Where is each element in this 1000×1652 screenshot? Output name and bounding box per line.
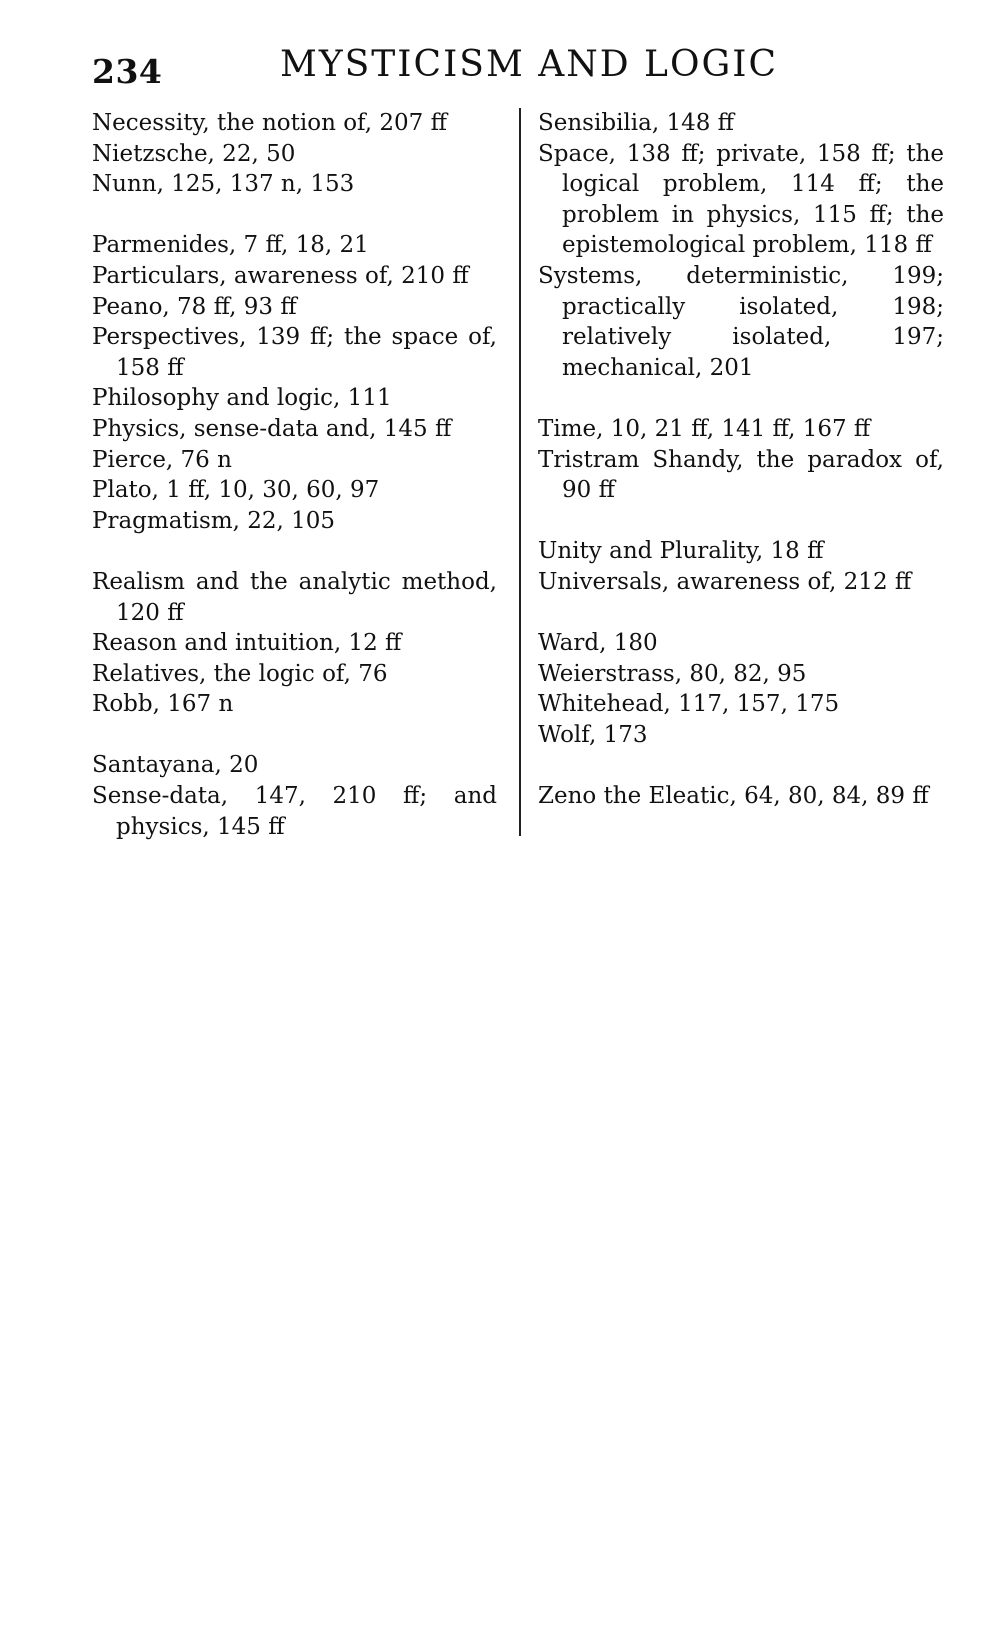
index-entry: Universals, awareness of, 212 ff (538, 568, 912, 595)
index-entry: Whitehead, 117, 157, 175 (538, 691, 840, 718)
index-entry: Relatives, the logic of, 76 (92, 660, 388, 687)
index-entry: Philosophy and logic, 111 (92, 385, 392, 412)
index-entry: Nietzsche, 22, 50 (92, 140, 296, 167)
running-head-title: MYSTICISM AND LOGIC (280, 44, 779, 85)
section-gap (92, 720, 497, 751)
index-entry: Zeno the Eleatic, 64, 80, 84, 89 ff (538, 783, 929, 810)
page-number: 234 (92, 52, 163, 91)
index-entry: Realism and the analytic method, 120 ff (92, 568, 497, 626)
index-entry: Ward, 180 (538, 630, 658, 657)
section-gap (538, 750, 944, 781)
index-entry: Unity and Plurality, 18 ff (538, 538, 824, 565)
index-entry: Perspectives, 139 ff; the space of, 158 ff (92, 324, 497, 381)
index-entry: Tristram Shandy, the paradox of, 90 ff (538, 446, 944, 504)
section-gap (538, 598, 944, 629)
section-gap (538, 506, 944, 537)
index-entry: Reason and intuition, 12 ff (92, 630, 402, 657)
index-column-right (538, 108, 944, 812)
index-entry: Robb, 167 n (92, 691, 234, 718)
index-entry: Particulars, awareness of, 210 ff (92, 262, 469, 289)
index-entry: Space, 138 ff; private, 158 ff; the logical problem, 114 ff; the problem in physics, 115 ff; the epistemological problem, 118 ff (538, 140, 944, 259)
index-entry: Nunn, 125, 137 n, 153 (92, 171, 355, 198)
index-column-left (92, 108, 497, 842)
index-entry: Peano, 78 ff, 93 ff (92, 293, 297, 320)
index-entry: Sensibilia, 148 ff (538, 110, 735, 136)
index-entry: Parmenides, 7 ff, 18, 21 (92, 232, 369, 259)
section-gap (92, 200, 497, 231)
section-gap (538, 383, 944, 414)
index-entry: Pragmatism, 22, 105 (92, 507, 336, 534)
index-entry: Necessity, the notion of, 207 ff (92, 110, 447, 136)
index-entry: Wolf, 173 (538, 721, 648, 748)
index-entry: Physics, sense-data and, 145 ff (92, 415, 452, 442)
index-entry: Santayana, 20 (92, 752, 259, 779)
index-entry: Plato, 1 ff, 10, 30, 60, 97 (92, 477, 380, 504)
index-entry: Pierce, 76 n (92, 446, 232, 473)
column-divider (519, 108, 521, 836)
index-entry: Sense-data, 147, 210 ff; and physics, 145 ff (92, 783, 497, 840)
index-entry: Time, 10, 21 ff, 141 ff, 167 ff (538, 415, 871, 442)
section-gap (92, 536, 497, 567)
index-entry: Systems, deterministic, 199; practically isolated, 198; relatively isolated, 197; mechanical, 201 (538, 262, 944, 381)
index-entry: Weierstrass, 80, 82, 95 (538, 660, 807, 687)
